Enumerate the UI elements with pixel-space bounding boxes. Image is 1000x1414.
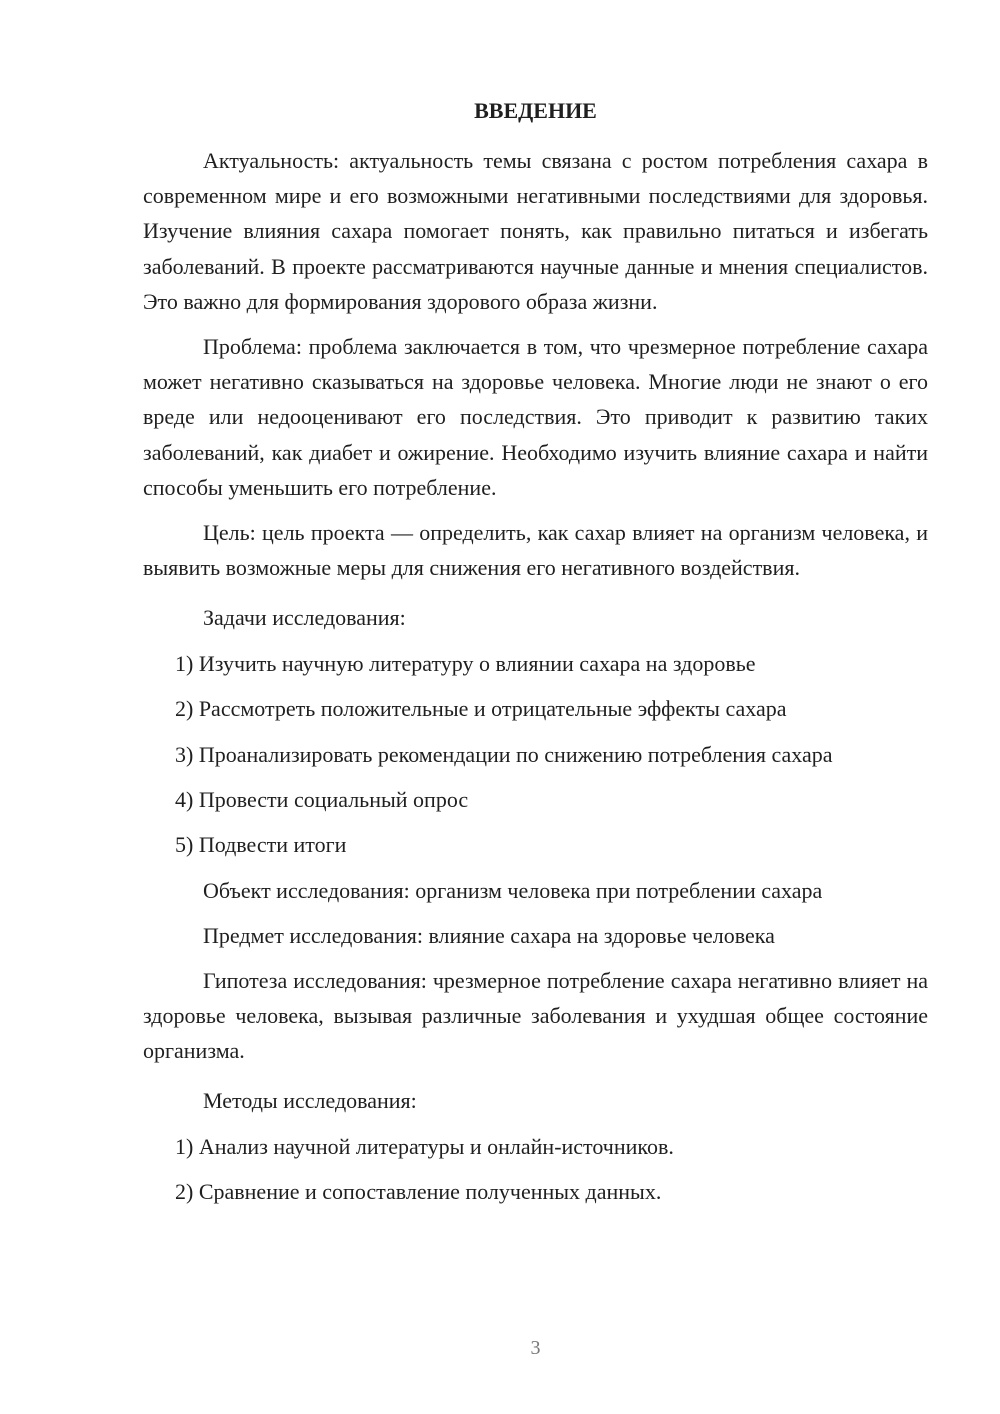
page-body: [143, 143, 928, 1215]
task-item: 1) Изучить научную литературу о влиянии сахара на здоровье: [175, 650, 756, 676]
method-item: 1) Анализ научной литературы и онлайн-источников.: [175, 1133, 674, 1159]
research-subject: Предмет исследования: влияние сахара на здоровье человека: [203, 923, 775, 949]
task-item: 2) Рассмотреть положительные и отрицательные эффекты сахара: [175, 696, 787, 722]
page-title: ВВЕДЕНИЕ: [474, 98, 597, 123]
page-number: 3: [530, 1337, 541, 1359]
task-item: 5) Подвести итоги: [175, 832, 347, 858]
research-object: Объект исследования: организм человека при потреблении сахара: [203, 877, 823, 903]
goal-paragraph: Цель: цель проекта — определить, как сахар влияет на организм человека, и выявить возможные меры для снижения его негативного воздействия.: [143, 520, 928, 581]
problem-paragraph: Проблема: проблема заключается в том, что чрезмерное потребление сахара может негативно сказываться на здоровье человека. Многие люди не знают о его вреде или недооценивают его последствия. Это приводит к развитию таких заболеваний, как диабет и ожирение. Необходимо изучить влияние сахара и найти способы уменьшить его потребление.: [143, 334, 928, 500]
methods-label: Методы исследования:: [203, 1088, 417, 1114]
hypothesis-paragraph: Гипотеза исследования: чрезмерное потребление сахара негативно влияет на здоровье человека, вызывая различные заболевания и ухудшая общее состояние организма.: [143, 967, 928, 1064]
task-item: 4) Провести социальный опрос: [175, 787, 469, 813]
task-item: 3) Проанализировать рекомендации по снижению потребления сахара: [175, 741, 833, 767]
method-item: 2) Сравнение и сопоставление полученных данных.: [175, 1179, 662, 1205]
relevance-paragraph: Актуальность: актуальность темы связана с ростом потребления сахара в современном мире и его возможными негативными последствиями для здоровья. Изучение влияния сахара помогает понять, как правильно питаться и избегать заболеваний. В проекте рассматриваются научные данные и мнения специалистов. Это важно для формирования здорового образа жизни.: [143, 148, 928, 314]
tasks-label: Задачи исследования:: [203, 605, 406, 631]
